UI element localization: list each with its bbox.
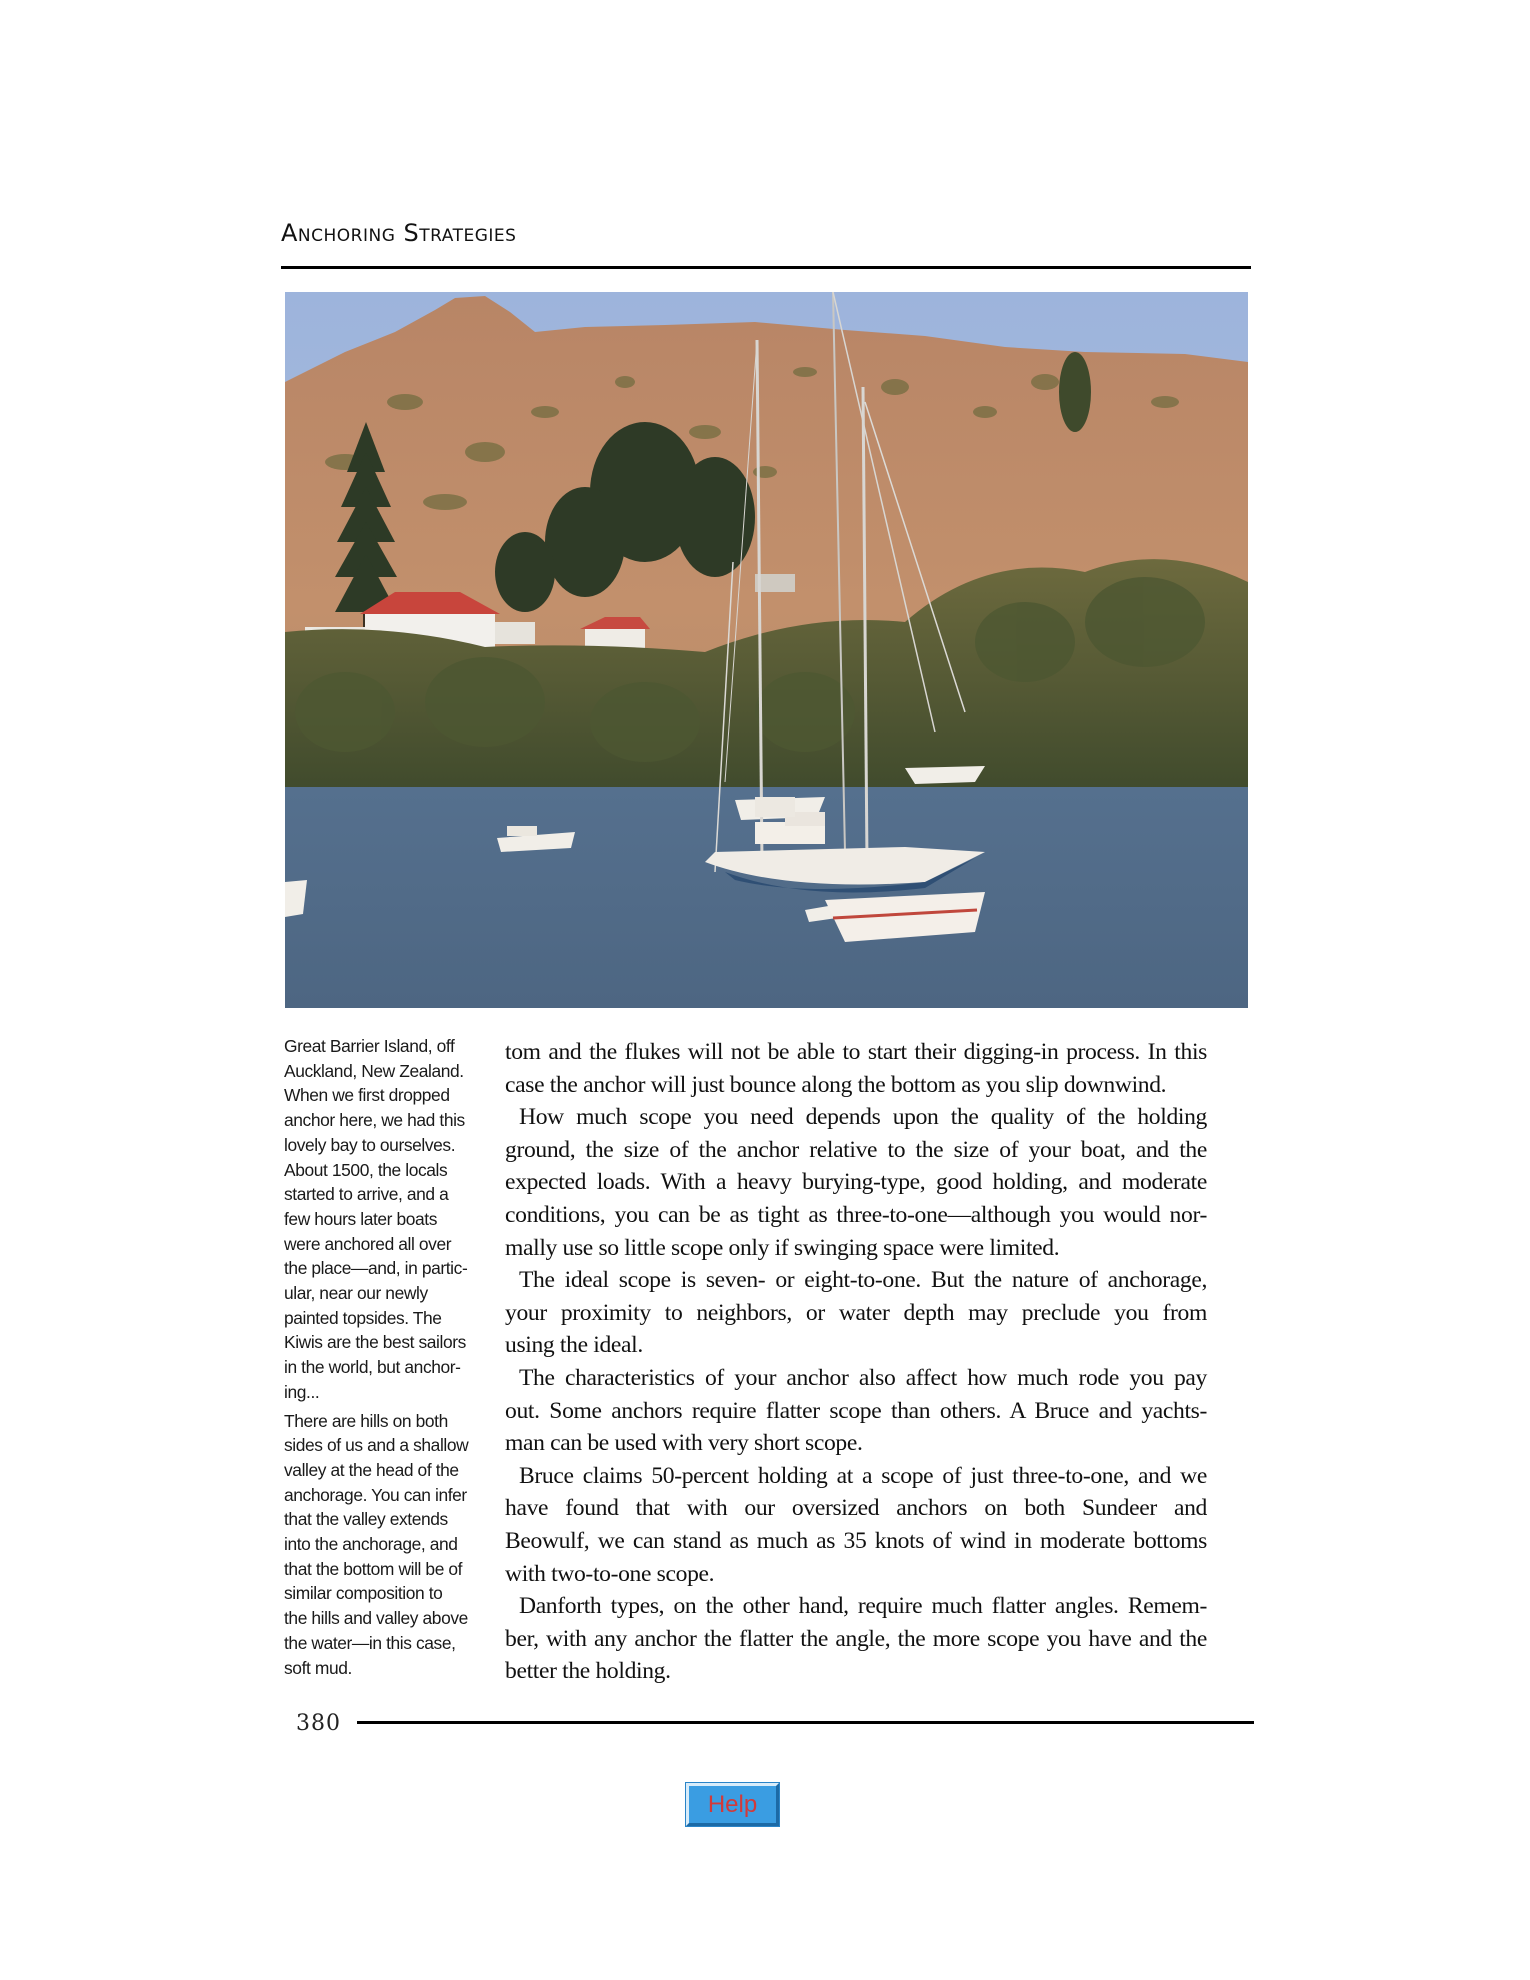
caption-line: lovely bay to ourselves. [284, 1134, 456, 1155]
body-line: man can be used with very short scope. [505, 1430, 863, 1457]
header-rule [281, 266, 1251, 269]
caption-paragraph-2 [284, 1409, 489, 1681]
caption-line: anchorage. You can infer [284, 1484, 467, 1505]
caption-line: valley at the head of the [284, 1459, 459, 1480]
page-number: 380 [296, 1711, 341, 1736]
caption-line: in the world, but anchor- [284, 1357, 461, 1378]
caption-line: About 1500, the locals [284, 1159, 448, 1180]
photo-caption [284, 1034, 489, 1684]
caption-paragraph-1 [284, 1034, 489, 1405]
help-button[interactable]: Help [686, 1783, 779, 1826]
caption-line: started to arrive, and a [284, 1184, 449, 1205]
body-line: The ideal scope is seven- or eight-to-one. But the nature of anchorage, [519, 1267, 1207, 1294]
body-line: conditions, you can be as tight as three-to-one—although you would nor- [505, 1201, 1207, 1228]
caption-line: painted topsides. The [284, 1307, 442, 1328]
footer-rule [357, 1721, 1254, 1724]
body-line: ber, with any anchor the flatter the angle, the more scope you have and the [505, 1625, 1207, 1652]
body-line: with two-to-one scope. [505, 1560, 715, 1587]
caption-line: were anchored all over [284, 1233, 452, 1254]
caption-line: There are hills on both [284, 1410, 448, 1431]
caption-line: Great Barrier Island, off [284, 1036, 455, 1056]
caption-line: soft mud. [284, 1657, 352, 1678]
caption-line: that the valley extends [284, 1509, 448, 1530]
body-line: better the holding. [505, 1658, 671, 1685]
caption-line: When we first dropped [284, 1085, 450, 1106]
caption-line: into the anchorage, and [284, 1534, 458, 1555]
caption-line: that the bottom will be of [284, 1558, 463, 1579]
caption-line: Kiwis are the best sailors [284, 1332, 466, 1353]
body-line: Bruce claims 50-percent holding at a scope of just three-to-one, and we [519, 1462, 1207, 1489]
page-header-title: Anchoring Strategies [281, 219, 517, 247]
body-line: ground, the size of the anchor relative to the size of your boat, and the [505, 1136, 1207, 1163]
caption-line: sides of us and a shallow [284, 1435, 469, 1456]
body-line: expected loads. With a heavy burying-type, good holding, and moderate [505, 1169, 1207, 1196]
caption-line: the place—and, in partic- [284, 1258, 468, 1279]
body-line: have found that with our oversized anchors on both Sundeer and [505, 1495, 1207, 1522]
caption-line: ing... [284, 1381, 320, 1402]
caption-line: the water—in this case, [284, 1632, 456, 1653]
body-line: How much scope you need depends upon the quality of the holding [519, 1104, 1207, 1131]
body-line: Beowulf, we can stand as much as 35 knots of wind in moderate bottoms [505, 1527, 1207, 1554]
body-line: case the anchor will just bounce along the bottom as you slip downwind. [505, 1071, 1167, 1098]
caption-line: similar composition to [284, 1583, 443, 1604]
body-line: Danforth types, on the other hand, require much flatter angles. Remem- [519, 1593, 1207, 1620]
caption-line: few hours later boats [284, 1208, 438, 1229]
caption-line: the hills and valley above [284, 1608, 468, 1629]
caption-line: ular, near our newly [284, 1283, 428, 1304]
body-line: out. Some anchors require flatter scope than others. A Bruce and yachts- [505, 1397, 1207, 1424]
body-line: your proximity to neighbors, or water depth may preclude you from [505, 1299, 1207, 1326]
anchorage-photo [285, 292, 1248, 1008]
body-line: tom and the flukes will not be able to start their digging-in process. In this [505, 1039, 1207, 1065]
body-line: using the ideal. [505, 1332, 643, 1359]
body-line: mally use so little scope only if swinging space were limited. [505, 1234, 1060, 1261]
caption-line: anchor here, we had this [284, 1110, 465, 1131]
body-text [505, 1036, 1207, 1688]
body-line: The characteristics of your anchor also affect how much rode you pay [519, 1364, 1207, 1391]
caption-line: Auckland, New Zealand. [284, 1060, 464, 1081]
